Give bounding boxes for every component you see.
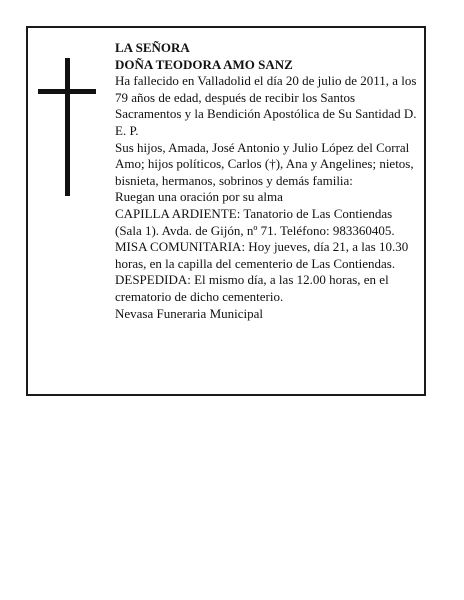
cross-vertical-bar <box>65 58 70 196</box>
notice-text <box>115 40 421 322</box>
deceased-name: DOÑA TEODORA AMO SANZ <box>115 56 293 72</box>
chapel-info: CAPILLA ARDIENTE: Tanatorio de Las Contiendas (Sala 1). Avda. de Gijón, nº 71. Teléfono: 983360405. <box>115 205 395 238</box>
obituary-notice <box>26 26 426 396</box>
prayer-request: Ruegan una oración por su alma <box>115 189 283 205</box>
funeral-home: Nevasa Funeraria Municipal <box>115 305 264 321</box>
notice-title: LA SEÑORA <box>115 40 190 55</box>
family-list: Sus hijos, Amada, José Antonio y Julio López del Corral Amo; hijos políticos, Carlos (†), Ana y Angelines; nietos, bisnieta, hermanos, sobrinos y demás familia: <box>115 139 414 188</box>
cross-horizontal-bar <box>38 89 96 94</box>
cross-icon <box>38 58 96 196</box>
death-announcement: Ha fallecido en Valladolid el día 20 de julio de 2011, a los 79 años de edad, después de recibir los Santos Sacramentos y la Bendición Apostólica de Su Santidad D. E. P. <box>115 73 417 138</box>
mass-info: MISA COMUNITARIA: Hoy jueves, día 21, a las 10.30 horas, en la capilla del cementerio de Las Contiendas. DESPEDIDA: El mismo día, a las 12.00 horas, en el crematorio de dicho cementerio. <box>115 239 409 304</box>
